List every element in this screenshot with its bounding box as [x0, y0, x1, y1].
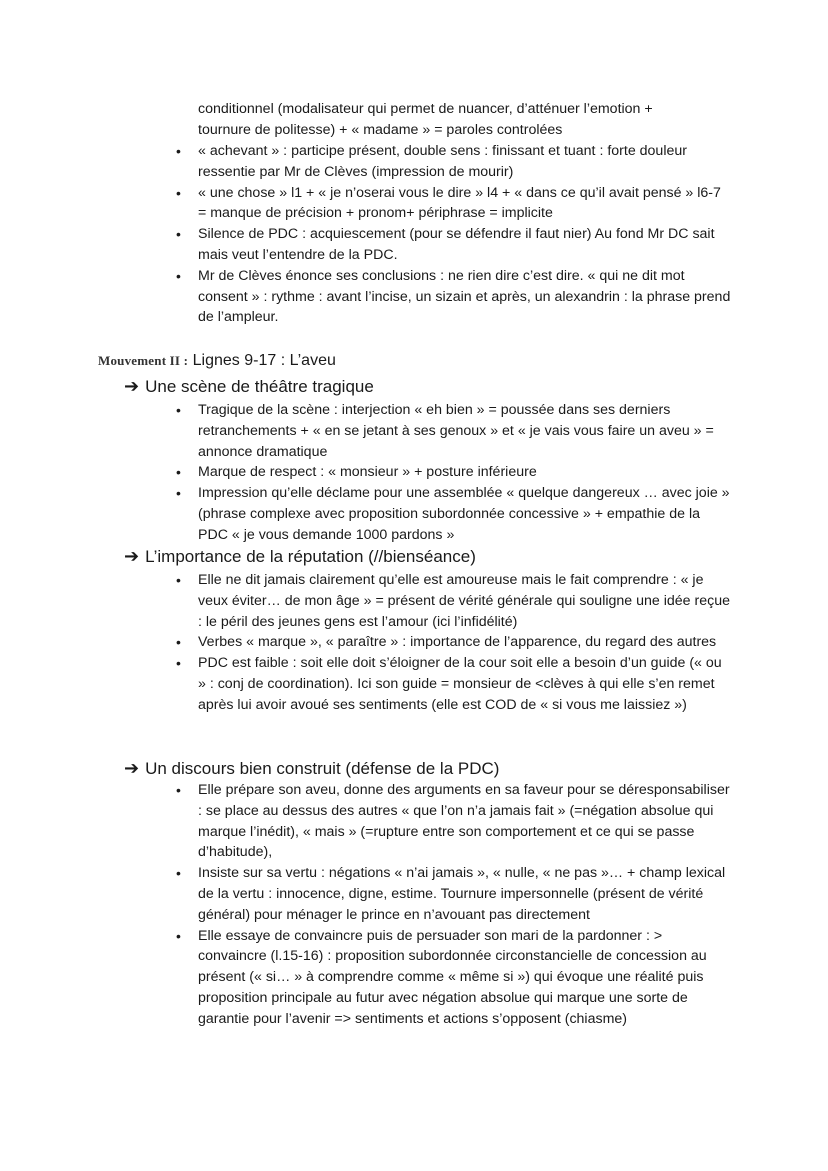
arrow-icon: ➔ [124, 758, 140, 778]
list-item: • Elle ne dit jamais clairement qu’elle est amoureuse mais le fait comprendre : « je veux éviter… de mon âge » = présent de vérité générale qui souligne une idée reçue : le péril des jeunes gens est l’amour (ici l’infidélité) [173, 570, 733, 632]
list-item: • Silence de PDC : acquiescement (pour se défendre il faut nier) Au fond Mr DC sait mais veut l’entendre de la PDC. [173, 224, 733, 266]
subsection-bullet-list [173, 780, 733, 1030]
arrow-icon: ➔ [124, 546, 140, 566]
list-item: • « une chose » l1 + « je n’oserai vous le dire » l4 + « dans ce qu’il avait pensé » l6-7 = manque de précision + pronom+ périphrase = implicite [173, 183, 733, 225]
subsection-heading [124, 545, 476, 568]
list-item: • Insiste sur sa vertu : négations « n’ai jamais », « nulle, « ne pas »… + champ lexical de la vertu : innocence, digne, estime. Tournure impersonnelle (présent de vérité général) pour ménager le prince en n’avouant pas directement [173, 863, 733, 925]
continuation-line: tournure de politesse) + « madame » = paroles controlées [198, 121, 563, 138]
list-item: • « achevant » : participe présent, double sens : finissant et tuant : forte douleur ressentie par Mr de Clèves (impression de mourir) [173, 141, 733, 183]
list-item: • Tragique de la scène : interjection « eh bien » = poussée dans ses derniers retranchements + « en se jetant à ses genoux » et « je vais vous faire un aveu » = annonce dramatique [173, 400, 733, 462]
movement-title: Lignes 9-17 : L’aveu [192, 352, 336, 369]
list-item: • Impression qu’elle déclame pour une assemblée « quelque dangereux … avec joie » (phrase complexe avec proposition subordonnée concessive » + empathie de la PDC « je vous demande 1000 pardons » [173, 483, 733, 545]
list-item: • Verbes « marque », « paraître » : importance de l’apparence, du regard des autres [173, 632, 733, 653]
subsection-title: L’importance de la réputation (//bienséance) [145, 547, 476, 566]
continuation-paragraph [198, 99, 758, 141]
section1-bullet-list [173, 141, 733, 328]
subsection-heading [124, 757, 499, 780]
arrow-icon: ➔ [124, 376, 140, 396]
subsection-bullet-list [173, 400, 733, 546]
list-item: • Elle essaye de convaincre puis de persuader son mari de la pardonner : > convaincre (l.15-16) : proposition subordonnée circonstancielle de concession au présent (« si… » à comprendre comme « même si ») qui évoque une réalité puis proposition principale au futur avec négation absolue qui marque une sorte de garantie pour l’avenir => sentiments et actions s’opposent (chiasme) [173, 926, 733, 1030]
movement-label: Mouvement II : [98, 353, 189, 368]
list-item: • PDC est faible : soit elle doit s’éloigner de la cour soit elle a besoin d’un guide (« ou » : conj de coordination). Ici son guide = monsieur de <clèves à qui elle s’en remet après lui avoir avoué ses sentiments (elle est COD de « si vous me laissiez ») [173, 653, 733, 715]
continuation-line: conditionnel (modalisateur qui permet de nuancer, d’atténuer l’emotion + [198, 101, 653, 117]
subsection-title: Une scène de théâtre tragique [145, 377, 374, 396]
subsection-title: Un discours bien construit (défense de la PDC) [145, 759, 500, 778]
list-item: • Mr de Clèves énonce ses conclusions : ne rien dire c’est dire. « qui ne dit mot consent » : rythme : avant l’incise, un sizain et après, un alexandrin : la phrase prend de l’ampleur. [173, 266, 733, 328]
subsection-heading [124, 375, 374, 398]
movement-heading [98, 352, 336, 370]
list-item: • Elle prépare son aveu, donne des arguments en sa faveur pour se déresponsabiliser : se place au dessus des autres « que l’on n’a jamais fait » (=négation absolue qui marque l’inédit), « mais » (=rupture entre son comportement et ce qui se passe d’habitude), [173, 780, 733, 863]
list-item: • Marque de respect : « monsieur » + posture inférieure [173, 462, 733, 483]
subsection-bullet-list [173, 570, 733, 716]
